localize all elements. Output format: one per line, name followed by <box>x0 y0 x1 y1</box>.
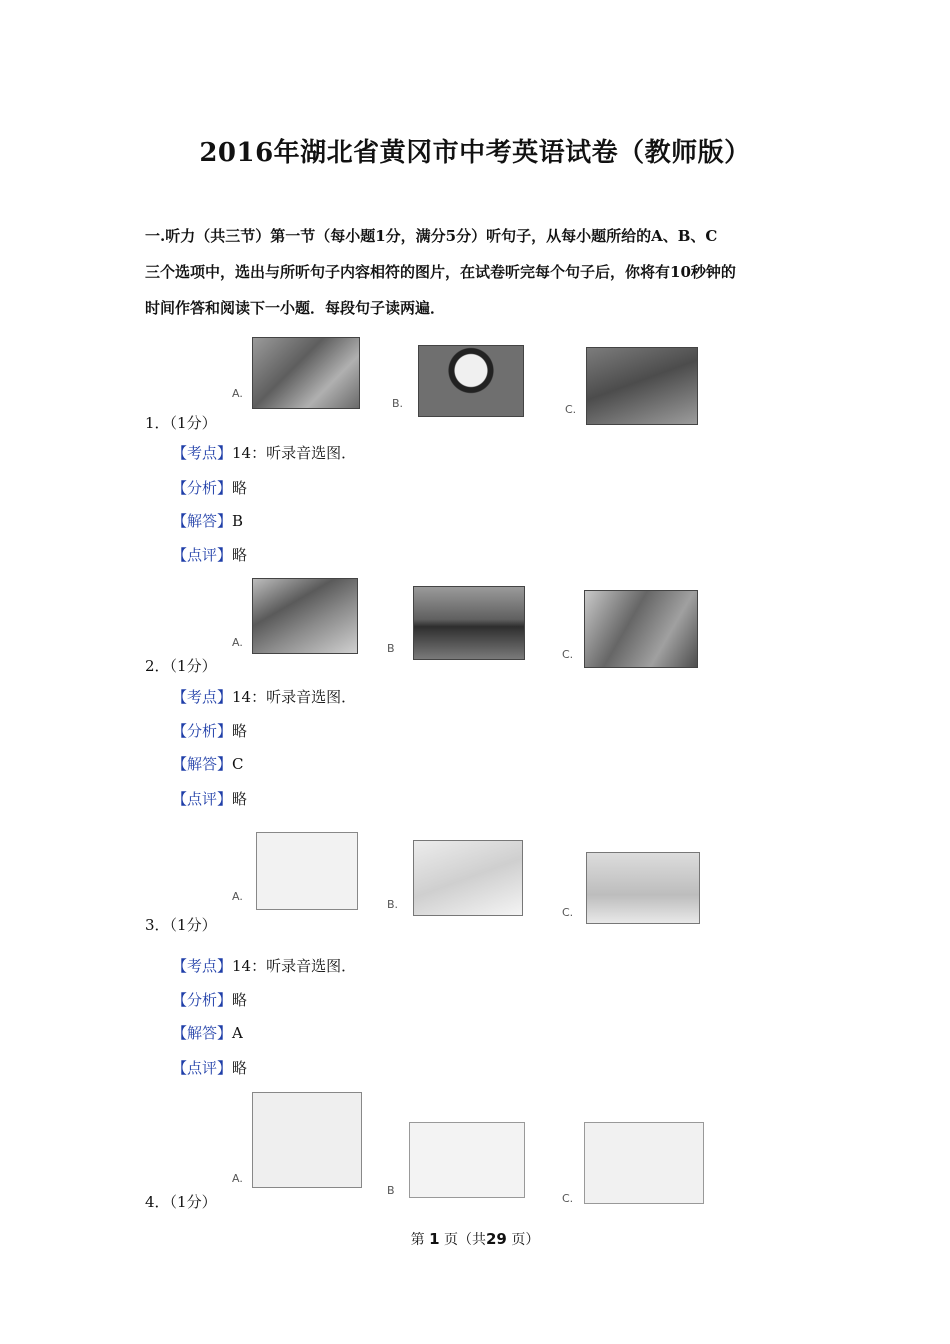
q4-option-b-label: B <box>387 1184 395 1197</box>
q1-dianping: 【点评】略 <box>172 546 248 564</box>
q2-image-options <box>230 578 710 678</box>
current-page: 1 <box>429 1230 440 1248</box>
section-intro <box>145 218 825 326</box>
page-footer: 第 1 页（共29 页） <box>410 1230 540 1248</box>
q4-option-b-image <box>409 1122 525 1198</box>
q2-kaodian: 【考点】14：听录音选图． <box>172 688 357 706</box>
q2-option-a-label: A. <box>232 636 243 649</box>
question-1-number: 1．（1分） <box>145 414 217 432</box>
q3-jieda: 【解答】A <box>172 1024 243 1042</box>
q3-option-a-image <box>256 832 358 910</box>
q1-fenxi: 【分析】略 <box>172 479 248 497</box>
question-3-number: 3．（1分） <box>145 916 217 934</box>
q3-option-b-label: B. <box>387 898 399 911</box>
q4-option-a-image <box>252 1092 362 1188</box>
total-pages: 29 <box>486 1230 507 1248</box>
q2-option-b-image <box>413 586 525 660</box>
q3-kaodian: 【考点】14：听录音选图． <box>172 957 357 975</box>
q2-dianping: 【点评】略 <box>172 790 248 808</box>
q2-option-b-label: B <box>387 642 395 655</box>
question-2-number: 2．（1分） <box>145 657 217 675</box>
q3-image-options <box>230 830 710 930</box>
q2-option-c-label: C. <box>562 648 574 661</box>
q3-option-c-label: C. <box>562 906 574 919</box>
page-title: 2016年湖北省黄冈市中考英语试卷（教师版） <box>199 138 751 168</box>
intro-line-1: 一.听力（共三节）第一节（每小题1分，满分5分）听句子，从每小题所给的A、B、C <box>145 227 718 245</box>
q1-option-c-label: C. <box>565 403 577 416</box>
q2-jieda: 【解答】C <box>172 755 244 773</box>
q1-jieda: 【解答】B <box>172 512 244 530</box>
q1-option-b-image <box>418 345 524 417</box>
intro-line-2: 三个选项中，选出与所听句子内容相符的图片，在试卷听完每个句子后，你将有10秒钟的 <box>145 263 736 281</box>
q1-option-c-image <box>586 347 698 425</box>
intro-line-3: 时间作答和阅读下一小题．每段句子读两遍． <box>145 299 446 317</box>
q1-option-a-label: A. <box>232 387 243 400</box>
q2-fenxi: 【分析】略 <box>172 722 248 740</box>
q3-option-b-image <box>413 840 523 916</box>
q1-option-a-image <box>252 337 360 409</box>
q4-option-a-label: A. <box>232 1172 243 1185</box>
q4-option-c-image <box>584 1122 704 1204</box>
question-4-number: 4．（1分） <box>145 1193 217 1211</box>
q3-dianping: 【点评】略 <box>172 1059 248 1077</box>
q4-option-c-label: C. <box>562 1192 574 1205</box>
q3-option-c-image <box>586 852 700 924</box>
q1-kaodian: 【考点】14：听录音选图． <box>172 444 357 462</box>
q2-option-c-image <box>584 590 698 668</box>
q3-option-a-label: A. <box>232 890 243 903</box>
q4-image-options <box>230 1092 710 1205</box>
q2-option-a-image <box>252 578 358 654</box>
q1-image-options <box>230 335 710 435</box>
q3-fenxi: 【分析】略 <box>172 991 248 1009</box>
q1-option-b-label: B. <box>392 397 404 410</box>
